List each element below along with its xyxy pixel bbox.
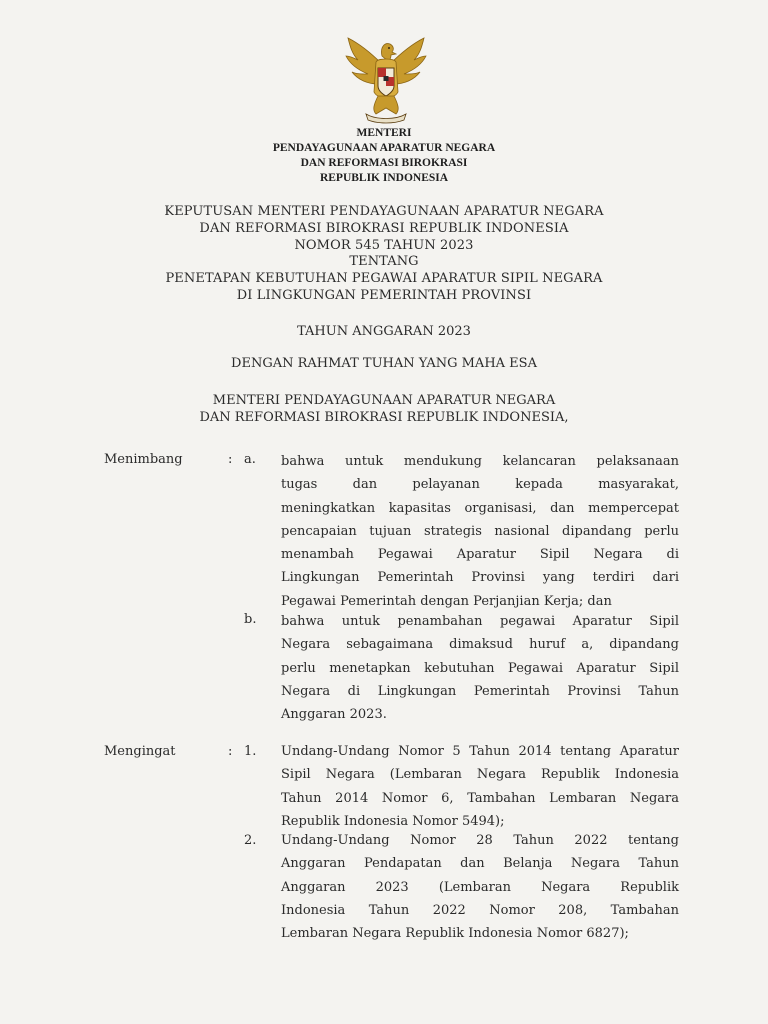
text-line: Lingkungan Pemerintah Provinsi yang terdiri dari	[281, 570, 679, 586]
issuer-block	[0, 126, 768, 186]
text-line: Undang-Undang Nomor 28 Tahun 2022 tentang	[281, 833, 679, 848]
text-line: Anggaran 2023.	[281, 707, 387, 723]
text-line: Anggaran Pendapatan dan Belanja Negara Tahun	[281, 856, 679, 872]
issuer-line: MENTERI	[356, 127, 412, 139]
text-line: Pegawai Pemerintah dengan Perjanjian Kerja; dan	[281, 593, 612, 609]
text-line: Negara di Lingkungan Pemerintah Provinsi Tahun	[281, 683, 679, 699]
item-marker: b.	[244, 612, 257, 627]
issuer-line: DAN REFORMASI BIROKRASI	[300, 157, 468, 169]
text-line: Lembaran Negara Republik Indonesia Nomor 6827);	[281, 926, 629, 942]
item-marker: 1.	[244, 744, 257, 759]
title-line: DI LINGKUNGAN PEMERINTAH PROVINSI	[236, 287, 532, 303]
minister-line: MENTERI PENDAYAGUNAAN APARATUR NEGARA	[212, 393, 556, 408]
mengingat-item-2	[281, 829, 679, 945]
item-marker: 2.	[244, 833, 257, 848]
minister-block	[0, 392, 768, 426]
item-marker: a.	[244, 452, 256, 467]
menimbang-item-b	[281, 610, 679, 726]
issuer-line: REPUBLIK INDONESIA	[319, 172, 449, 184]
garuda-emblem	[338, 34, 434, 124]
title-line: DAN REFORMASI BIROKRASI REPUBLIK INDONESIA	[199, 220, 569, 236]
text-line: tugas dan pelayanan kepada masyarakat,	[281, 477, 679, 493]
text-line: bahwa untuk mendukung kelancaran pelaksanaan	[281, 454, 679, 469]
text-line: meningkatkan kapasitas organisasi, dan mempercepat	[281, 500, 679, 516]
text-line: menambah Pegawai Aparatur Sipil Negara di	[281, 547, 679, 563]
minister-line: DAN REFORMASI BIROKRASI REPUBLIK INDONESIA,	[199, 410, 569, 425]
text-line: Tahun 2014 Nomor 6, Tambahan Lembaran Negara	[281, 790, 679, 806]
text-line: Negara sebagaimana dimaksud huruf a, dipandang	[281, 637, 679, 653]
title-line: PENETAPAN KEBUTUHAN PEGAWAI APARATUR SIPIL NEGARA	[165, 271, 603, 287]
budget-year: TAHUN ANGGARAN 2023	[297, 324, 471, 339]
mengingat-label: Mengingat	[104, 744, 176, 759]
title-line: NOMOR 545 TAHUN 2023	[294, 237, 474, 253]
text-line: Republik Indonesia Nomor 5494);	[281, 813, 505, 829]
text-line: bahwa untuk penambahan pegawai Aparatur Sipil	[281, 614, 679, 629]
menimbang-colon: :	[228, 452, 233, 467]
text-line: Anggaran 2023 (Lembaran Negara Republik	[281, 879, 679, 895]
text-line: perlu menetapkan kebutuhan Pegawai Aparatur Sipil	[281, 660, 679, 676]
title-line: TENTANG	[349, 254, 419, 270]
text-line: pencapaian tujuan strategis nasional dipandang perlu	[281, 523, 679, 539]
title-line: KEPUTUSAN MENTERI PENDAYAGUNAAN APARATUR NEGARA	[164, 204, 604, 219]
invocation: DENGAN RAHMAT TUHAN YANG MAHA ESA	[231, 356, 537, 371]
text-line: Indonesia Tahun 2022 Nomor 208, Tambahan	[281, 902, 679, 918]
mengingat-item-1	[281, 740, 679, 833]
decree-title	[0, 204, 768, 305]
mengingat-colon: :	[228, 744, 233, 759]
issuer-line: PENDAYAGUNAAN APARATUR NEGARA	[272, 142, 496, 154]
menimbang-label: Menimbang	[104, 452, 183, 467]
menimbang-item-a	[281, 450, 679, 613]
text-line: Sipil Negara (Lembaran Negara Republik Indonesia	[281, 767, 679, 783]
text-line: Undang-Undang Nomor 5 Tahun 2014 tentang Aparatur	[281, 744, 679, 759]
